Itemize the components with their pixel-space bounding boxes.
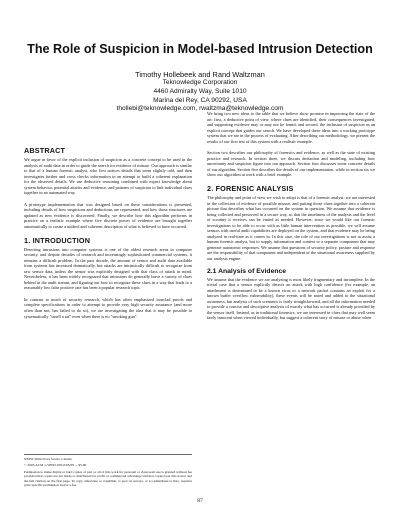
right-paragraph-1: We bring two new ideas to the table that we believe show promise in improving the state of the art: first, a deductive point of view, where clues are identified, their consequences investigated, and supporting evidence may or may not be found; and second, the inclusion of suspicion as an explicit concept that guides our search. We have developed these ideas into a working prototype system that we are in the process of evaluating. After describing our methodology, we present the results of our first test of this system with a realistic example. [207,111,375,144]
forensic-analysis-paragraph: The philosophy and point of view we wish to adopt is that of a forensic analyst: we are interested in the collection of evidence of possible misuse, and putting those clues together into a coherent picture that describes what has occurred on the system in question. We assume that evidence is being collected and preserved in a secure way, so that the timeliness of the analysis and the level of scrutiny it receives can be varied as needed. However, since we would like our forensic investigations to be able to occur with as little human intervention as possible, we will assume sensors with useful audit capabilities are deployed on the system, and that evidence may be being analyzed in real-time as it comes in. In this case, the role of our investigations is not to assist a human forensic analyst, but to supply information and context to a separate component that may generate autonomic responses. We assume that questions of security policy, posture and response are the responsibility of that component and independent of the situational awareness supplied by our analysis engine. [207,195,375,262]
author-block [60,70,340,114]
address-line-2: Marina del Rey, CA 90292, USA [153,96,247,104]
analysis-of-evidence-paragraph: We assume that the evidence we are analyzing is most likely fragmentary and incomplete. In the trivial case that a sensor explicitly detects an attack with high confidence (for example, an attachment is determined to be a known virus or a network packet contains an exploit for a known buffer overflow vulnerability), these events will be noted and added to the situational awareness, but analysis of such scenarios is fairly straightforward, and all the information needed to provide a concise and descriptive analysis of exactly what has occurred is already provided by the sensor itself. Instead, as in traditional forensics, we are interested in clues that may well seem fairly innocent when viewed individually, but suggest a coherent story of misuse or abuse when [207,276,375,321]
introduction-paragraph-2: In contrast to much of security research, which has often emphasized ironclad proofs and complete specifications in order to attempt to provide very high security assurance (and more often than not, has failed to do so), we are investigating the idea that it may be possible to systematically "smell a rat" even when there is no "smoking gun". [24,296,192,319]
right-paragraph-2: Section two describes our philosophy of forensics and evidence, as well as the state of existing practice and research. In section three, we discuss deduction and modeling, including how uncertainty and suspicion figure into our approach. Section four discusses some concrete details of our algorithm. Section five describes the details of our implementation, while in section six we show our algorithm at work with a brief example. [207,150,375,178]
abstract-paragraph-1: We argue in favor of the explicit inclusion of suspicion as a concrete concept to be used in the analysis of audit data in order to guide the search for evidence of misuse. Our approach is similar to that of a human forensic analyst, who first notices details that seem slightly odd, and then investigates further and cross checks information in an attempt to build a coherent explanation for the observed details. We use deductive reasoning combined with expert knowledge about system behavior, potential attacks and evidence, and patterns of suspicion to link individual clues together in an automated way. [24,157,192,196]
introduction-heading: 1. INTRODUCTION [24,235,91,245]
address-line-1: 4460 Admiralty Way, Suite 1010 [153,88,247,95]
copyright-block [24,454,192,489]
copyright-permission: Permission to make digital or hard copies of part or all of this work for personal or classroom use is granted without fee provided that copies are not made or distributed for profit or commercial advantage and that copies bear this notice and the full citation on the first page. To copy otherwise, to republish, to post on servers, or to redistribute to lists, requires prior specific permission and/or a fee. [24,469,192,488]
paper-title: The Role of Suspicion in Model-based Intrusion Detection [27,42,373,56]
right-column [207,111,375,327]
analysis-of-evidence-heading: 2.1 Analysis of Evidence [207,267,287,275]
copyright-acm: © 2005 ACM 1-59593-076-0/05/09 ... $5.00 [24,463,87,468]
abstract-heading: ABSTRACT [24,146,66,155]
introduction-paragraph-1: Detecting intrusions into computer systems is one of the oldest research areas in computer security, and despite decades of research and increasingly sophisticated commercial systems, it remains a difficult problem. In the past decade, the amount of sensor and audit data available from systems has increased dramatically, but attacks are intrinsically difficult to recognize from raw sensor data, unless the sensor was explicitly designed with that class of attack in mind. Nevertheless, it has been widely recognized that intrusions do generally leave a variety of clues behind in the audit stream, and figuring out how to recognize these clues in a way that leads to a reasonably low false positive rate has been a popular research topic. [24,246,192,291]
author-emails: thollebi@teknowledge.com, rwaltzma@teknowledge.com [116,105,284,113]
forensic-analysis-heading: 2. FORENSIC ANALYSIS [207,184,294,194]
page-number: 87 [197,498,203,504]
left-column [24,146,192,325]
abstract-paragraph-2: A prototype implementation that was designed based on these considerations is presented, including details of how suspicions and deductions are represented, and how those structures are updated as new evidence is discovered. Finally, we describe how this algorithm performs in practice on a realistic example where five discrete pieces of evidence are brought together automatically to create a unified and coherent description of what is believed to have occurred. [24,201,192,230]
copyright-venue: NSPW 2004 Nova Scotia, Canada [24,457,72,461]
affiliation: Teknowledge Corporation [162,79,238,87]
author-names: Timothy Hollebeek and Rand Waltzman [135,70,265,79]
